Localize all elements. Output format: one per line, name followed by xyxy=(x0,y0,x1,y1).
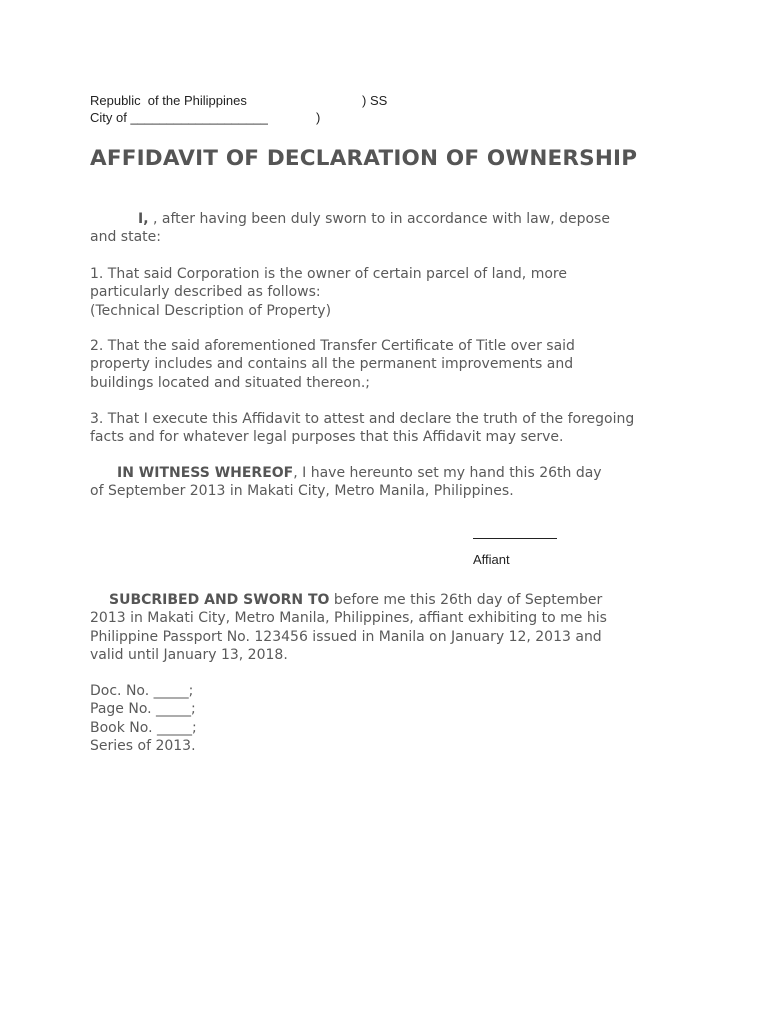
jurat-line-4: valid until January 13, 2018. xyxy=(90,646,288,663)
item-2-line-2: property includes and contains all the permanent improvements and xyxy=(90,356,574,373)
witness-lead: IN WITNESS WHEREOF xyxy=(117,465,294,481)
item-2-line-3: buildings located and situated thereon.; xyxy=(90,374,370,391)
venue-city: City of ___________________ xyxy=(90,110,268,125)
intro-paragraph xyxy=(90,210,690,247)
item-3-line-2: facts and for whatever legal purposes that this Affidavit may serve. xyxy=(90,429,564,446)
venue-city-paren: ) xyxy=(316,110,321,125)
book-number: Book No. _____; xyxy=(90,719,197,736)
intro-lead: I, xyxy=(138,211,149,227)
item-1-line-3: (Technical Description of Property) xyxy=(90,302,332,319)
intro-line-2: and state: xyxy=(90,229,161,246)
venue-republic: Republic of the Philippines xyxy=(90,93,247,108)
page-number: Page No. _____; xyxy=(90,701,196,718)
intro-line-1: , after having been duly sworn to in accordance with law, depose xyxy=(148,211,610,227)
jurat-line-1: before me this 26th day of September xyxy=(329,592,603,608)
item-2-paragraph xyxy=(90,337,690,392)
affiant-label: Affiant xyxy=(473,552,510,567)
jurat-line-2: 2013 in Makati City, Metro Manila, Philippines, affiant exhibiting to me his xyxy=(90,610,607,627)
item-1-paragraph xyxy=(90,265,690,320)
affiant-signature-line xyxy=(473,538,557,539)
witness-line-2: of September 2013 in Makati City, Metro Manila, Philippines. xyxy=(90,483,514,500)
doc-number: Doc. No. _____; xyxy=(90,683,194,699)
item-3-paragraph xyxy=(90,410,690,447)
item-1-line-1: 1. That said Corporation is the owner of certain parcel of land, more xyxy=(90,266,567,282)
item-2-line-1: 2. That the said aforementioned Transfer Certificate of Title over said xyxy=(90,338,575,354)
item-1-line-2: particularly described as follows: xyxy=(90,284,321,301)
witness-line-1: , I have hereunto set my hand this 26th day xyxy=(293,465,602,481)
document-title: AFFIDAVIT OF DECLARATION OF OWNERSHIP xyxy=(90,146,638,171)
venue-ss: ) SS xyxy=(362,93,388,108)
series-year: Series of 2013. xyxy=(90,737,196,754)
jurat-paragraph xyxy=(90,591,690,664)
witness-paragraph xyxy=(90,464,690,501)
item-3-line-1: 3. That I execute this Affidavit to attest and declare the truth of the foregoing xyxy=(90,411,635,427)
jurat-line-3: Philippine Passport No. 123456 issued in Manila on January 12, 2013 and xyxy=(90,628,602,645)
jurat-lead: SUBCRIBED AND SWORN TO xyxy=(109,592,330,608)
notarial-register xyxy=(90,682,690,755)
